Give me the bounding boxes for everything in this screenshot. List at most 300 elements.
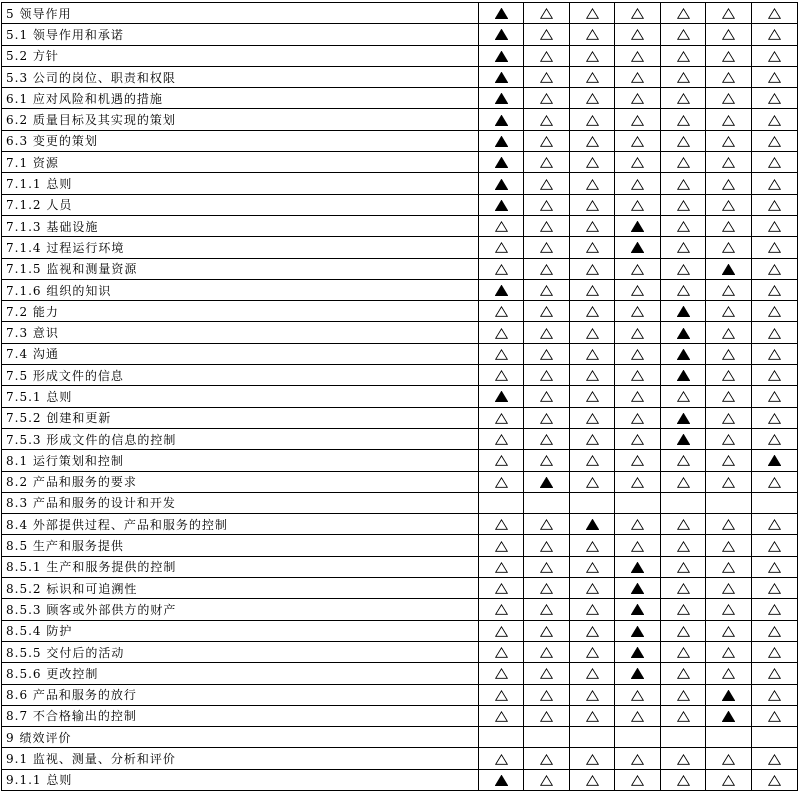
open-triangle-icon (722, 200, 735, 211)
mark-cell (752, 322, 798, 343)
mark-cell (524, 45, 570, 66)
mark-cell (752, 215, 798, 236)
open-triangle-icon (768, 115, 781, 126)
mark-cell (706, 66, 752, 87)
open-triangle-icon (768, 775, 781, 786)
filled-triangle-icon (631, 221, 644, 232)
open-triangle-icon (722, 328, 735, 339)
open-triangle-icon (495, 626, 508, 637)
open-triangle-icon (586, 604, 599, 615)
clause-cell: 8.3 产品和服务的设计和开发 (2, 492, 479, 513)
mark-cell (570, 663, 615, 684)
mark-cell (524, 599, 570, 620)
mark-cell (524, 194, 570, 215)
table-row (2, 556, 798, 577)
open-triangle-icon (586, 391, 599, 402)
mark-cell (752, 514, 798, 535)
mark-cell (570, 386, 615, 407)
table-row (2, 258, 798, 279)
filled-triangle-icon (722, 711, 735, 722)
mark-cell (706, 301, 752, 322)
mark-cell (479, 769, 524, 790)
mark-cell (661, 556, 706, 577)
open-triangle-icon (495, 583, 508, 594)
table-row (2, 130, 798, 151)
mark-cell (524, 641, 570, 662)
mark-cell (570, 343, 615, 364)
mark-cell (752, 279, 798, 300)
mark-cell (706, 748, 752, 769)
mark-cell (615, 450, 661, 471)
clause-cell: 8.2 产品和服务的要求 (2, 471, 479, 492)
mark-cell (524, 215, 570, 236)
mark-cell (706, 407, 752, 428)
open-triangle-icon (677, 51, 690, 62)
open-triangle-icon (495, 541, 508, 552)
mark-cell (479, 173, 524, 194)
open-triangle-icon (586, 51, 599, 62)
open-triangle-icon (768, 93, 781, 104)
mark-cell (706, 343, 752, 364)
open-triangle-icon (722, 51, 735, 62)
mark-cell (479, 471, 524, 492)
open-triangle-icon (677, 115, 690, 126)
clause-cell: 8.5.6 更改控制 (2, 663, 479, 684)
mark-cell (615, 620, 661, 641)
mark-cell (752, 66, 798, 87)
mark-cell (570, 641, 615, 662)
open-triangle-icon (586, 647, 599, 658)
mark-cell (615, 130, 661, 151)
mark-cell (570, 727, 615, 748)
mark-cell (524, 173, 570, 194)
open-triangle-icon (631, 72, 644, 83)
open-triangle-icon (495, 349, 508, 360)
mark-cell (706, 599, 752, 620)
open-triangle-icon (677, 647, 690, 658)
open-triangle-icon (495, 604, 508, 615)
mark-cell (661, 620, 706, 641)
filled-triangle-icon (495, 157, 508, 168)
mark-cell (615, 641, 661, 662)
open-triangle-icon (540, 583, 553, 594)
mark-cell (752, 152, 798, 173)
open-triangle-icon (586, 29, 599, 40)
open-triangle-icon (722, 455, 735, 466)
table-row (2, 173, 798, 194)
mark-cell (752, 3, 798, 24)
open-triangle-icon (631, 200, 644, 211)
mark-cell (615, 514, 661, 535)
open-triangle-icon (677, 29, 690, 40)
mark-cell (615, 407, 661, 428)
open-triangle-icon (631, 349, 644, 360)
open-triangle-icon (768, 690, 781, 701)
clause-cell: 7.3 意识 (2, 322, 479, 343)
open-triangle-icon (631, 29, 644, 40)
filled-triangle-icon (677, 306, 690, 317)
mark-cell (570, 88, 615, 109)
mark-cell (706, 365, 752, 386)
table-row (2, 215, 798, 236)
mark-cell (524, 88, 570, 109)
open-triangle-icon (586, 306, 599, 317)
open-triangle-icon (540, 264, 553, 275)
mark-cell (706, 769, 752, 790)
mark-cell (570, 599, 615, 620)
clause-cell: 8.7 不合格输出的控制 (2, 705, 479, 726)
open-triangle-icon (631, 477, 644, 488)
mark-cell (706, 684, 752, 705)
table-row (2, 109, 798, 130)
mark-cell (706, 152, 752, 173)
mark-cell (524, 748, 570, 769)
open-triangle-icon (631, 328, 644, 339)
mark-cell (661, 279, 706, 300)
table-row (2, 301, 798, 322)
mark-cell (524, 428, 570, 449)
mark-cell (661, 641, 706, 662)
open-triangle-icon (722, 306, 735, 317)
mark-cell (752, 450, 798, 471)
open-triangle-icon (495, 264, 508, 275)
open-triangle-icon (677, 264, 690, 275)
open-triangle-icon (586, 264, 599, 275)
filled-triangle-icon (495, 51, 508, 62)
mark-cell (661, 684, 706, 705)
open-triangle-icon (631, 157, 644, 168)
open-triangle-icon (722, 72, 735, 83)
clause-cell: 8.5.1 生产和服务提供的控制 (2, 556, 479, 577)
open-triangle-icon (540, 51, 553, 62)
open-triangle-icon (722, 775, 735, 786)
mark-cell (570, 322, 615, 343)
mark-cell (615, 365, 661, 386)
open-triangle-icon (768, 242, 781, 253)
table-row (2, 3, 798, 24)
mark-cell (570, 130, 615, 151)
mark-cell (615, 727, 661, 748)
open-triangle-icon (768, 711, 781, 722)
table-row (2, 641, 798, 662)
open-triangle-icon (768, 136, 781, 147)
mark-cell (706, 109, 752, 130)
mark-cell (706, 428, 752, 449)
open-triangle-icon (768, 349, 781, 360)
mark-cell (661, 173, 706, 194)
open-triangle-icon (495, 306, 508, 317)
open-triangle-icon (540, 455, 553, 466)
filled-triangle-icon (495, 29, 508, 40)
mark-cell (615, 258, 661, 279)
mark-cell (706, 237, 752, 258)
mark-cell (706, 24, 752, 45)
mark-cell (570, 769, 615, 790)
table-body (2, 3, 798, 791)
mark-cell (479, 450, 524, 471)
open-triangle-icon (722, 157, 735, 168)
mark-cell (524, 237, 570, 258)
mark-cell (524, 322, 570, 343)
mark-cell (570, 279, 615, 300)
clause-cell: 8.5 生产和服务提供 (2, 535, 479, 556)
open-triangle-icon (495, 413, 508, 424)
mark-cell (570, 471, 615, 492)
filled-triangle-icon (768, 455, 781, 466)
open-triangle-icon (677, 754, 690, 765)
open-triangle-icon (768, 583, 781, 594)
open-triangle-icon (768, 306, 781, 317)
clause-cell: 7.1.5 监视和测量资源 (2, 258, 479, 279)
open-triangle-icon (540, 711, 553, 722)
open-triangle-icon (631, 775, 644, 786)
open-triangle-icon (768, 477, 781, 488)
open-triangle-icon (677, 285, 690, 296)
mark-cell (524, 727, 570, 748)
mark-cell (615, 109, 661, 130)
open-triangle-icon (722, 93, 735, 104)
open-triangle-icon (540, 690, 553, 701)
mark-cell (661, 599, 706, 620)
open-triangle-icon (768, 8, 781, 19)
mark-cell (615, 215, 661, 236)
mark-cell (752, 471, 798, 492)
clause-cell: 5.1 领导作用和承诺 (2, 24, 479, 45)
mark-cell (752, 769, 798, 790)
open-triangle-icon (495, 668, 508, 679)
open-triangle-icon (495, 647, 508, 658)
open-triangle-icon (540, 8, 553, 19)
open-triangle-icon (586, 690, 599, 701)
filled-triangle-icon (631, 583, 644, 594)
filled-triangle-icon (631, 604, 644, 615)
mark-cell (706, 727, 752, 748)
open-triangle-icon (540, 775, 553, 786)
mark-cell (752, 301, 798, 322)
mark-cell (706, 641, 752, 662)
mark-cell (661, 365, 706, 386)
mark-cell (661, 322, 706, 343)
clause-cell: 8.4 外部提供过程、产品和服务的控制 (2, 514, 479, 535)
clause-cell: 9 绩效评价 (2, 727, 479, 748)
open-triangle-icon (677, 8, 690, 19)
mark-cell (661, 258, 706, 279)
open-triangle-icon (540, 541, 553, 552)
clause-cell: 9.1.1 总则 (2, 769, 479, 790)
open-triangle-icon (540, 115, 553, 126)
mark-cell (706, 514, 752, 535)
mark-cell (570, 514, 615, 535)
open-triangle-icon (768, 668, 781, 679)
filled-triangle-icon (677, 370, 690, 381)
open-triangle-icon (631, 8, 644, 19)
open-triangle-icon (768, 221, 781, 232)
filled-triangle-icon (495, 115, 508, 126)
table-row (2, 578, 798, 599)
clause-cell: 5 领导作用 (2, 3, 479, 24)
open-triangle-icon (631, 541, 644, 552)
mark-cell (524, 556, 570, 577)
open-triangle-icon (677, 690, 690, 701)
open-triangle-icon (722, 179, 735, 190)
table-row (2, 365, 798, 386)
open-triangle-icon (540, 179, 553, 190)
mark-cell (479, 641, 524, 662)
open-triangle-icon (495, 690, 508, 701)
open-triangle-icon (540, 391, 553, 402)
mark-cell (752, 620, 798, 641)
mark-cell (615, 279, 661, 300)
table-row (2, 152, 798, 173)
table-row (2, 705, 798, 726)
table-row (2, 24, 798, 45)
mark-cell (706, 45, 752, 66)
clause-cell: 6.1 应对风险和机遇的措施 (2, 88, 479, 109)
mark-cell (479, 258, 524, 279)
clause-cell: 7.2 能力 (2, 301, 479, 322)
open-triangle-icon (586, 242, 599, 253)
open-triangle-icon (540, 434, 553, 445)
mark-cell (661, 450, 706, 471)
mark-cell (615, 322, 661, 343)
open-triangle-icon (768, 285, 781, 296)
mark-cell (706, 705, 752, 726)
open-triangle-icon (722, 434, 735, 445)
mark-cell (479, 620, 524, 641)
open-triangle-icon (677, 626, 690, 637)
open-triangle-icon (677, 562, 690, 573)
clause-cell: 8.5.3 顾客或外部供方的财产 (2, 599, 479, 620)
mark-cell (661, 343, 706, 364)
mark-cell (661, 407, 706, 428)
mark-cell (706, 173, 752, 194)
mark-cell (524, 769, 570, 790)
mark-cell (752, 556, 798, 577)
open-triangle-icon (722, 413, 735, 424)
mark-cell (615, 343, 661, 364)
mark-cell (661, 88, 706, 109)
open-triangle-icon (768, 626, 781, 637)
mark-cell (752, 365, 798, 386)
mark-cell (615, 705, 661, 726)
open-triangle-icon (768, 328, 781, 339)
mark-cell (479, 237, 524, 258)
open-triangle-icon (586, 562, 599, 573)
open-triangle-icon (586, 328, 599, 339)
mark-cell (479, 705, 524, 726)
table-row (2, 45, 798, 66)
mark-cell (752, 130, 798, 151)
open-triangle-icon (586, 136, 599, 147)
mark-cell (570, 748, 615, 769)
mark-cell (479, 365, 524, 386)
open-triangle-icon (631, 711, 644, 722)
responsibility-matrix-table (1, 2, 798, 791)
table-row (2, 194, 798, 215)
mark-cell (752, 88, 798, 109)
table-row (2, 343, 798, 364)
open-triangle-icon (631, 370, 644, 381)
mark-cell (706, 3, 752, 24)
mark-cell (570, 705, 615, 726)
open-triangle-icon (677, 179, 690, 190)
mark-cell (661, 727, 706, 748)
open-triangle-icon (631, 391, 644, 402)
mark-cell (570, 24, 615, 45)
open-triangle-icon (631, 306, 644, 317)
mark-cell (615, 769, 661, 790)
open-triangle-icon (768, 391, 781, 402)
open-triangle-icon (586, 157, 599, 168)
mark-cell (706, 578, 752, 599)
mark-cell (479, 24, 524, 45)
mark-cell (570, 365, 615, 386)
open-triangle-icon (495, 711, 508, 722)
open-triangle-icon (768, 72, 781, 83)
open-triangle-icon (631, 285, 644, 296)
mark-cell (570, 237, 615, 258)
mark-cell (524, 152, 570, 173)
open-triangle-icon (631, 136, 644, 147)
filled-triangle-icon (631, 242, 644, 253)
mark-cell (615, 428, 661, 449)
open-triangle-icon (722, 477, 735, 488)
open-triangle-icon (722, 242, 735, 253)
mark-cell (524, 535, 570, 556)
open-triangle-icon (495, 434, 508, 445)
open-triangle-icon (722, 29, 735, 40)
open-triangle-icon (722, 668, 735, 679)
mark-cell (615, 301, 661, 322)
clause-cell: 7.1.2 人员 (2, 194, 479, 215)
mark-cell (706, 130, 752, 151)
mark-cell (479, 684, 524, 705)
filled-triangle-icon (495, 775, 508, 786)
mark-cell (706, 258, 752, 279)
mark-cell (752, 173, 798, 194)
table-row (2, 769, 798, 790)
table-row (2, 471, 798, 492)
open-triangle-icon (631, 51, 644, 62)
mark-cell (479, 514, 524, 535)
clause-cell: 7.1.6 组织的知识 (2, 279, 479, 300)
mark-cell (479, 279, 524, 300)
open-triangle-icon (677, 72, 690, 83)
open-triangle-icon (586, 179, 599, 190)
open-triangle-icon (677, 477, 690, 488)
open-triangle-icon (586, 8, 599, 19)
open-triangle-icon (768, 157, 781, 168)
mark-cell (570, 556, 615, 577)
open-triangle-icon (677, 136, 690, 147)
mark-cell (661, 215, 706, 236)
mark-cell (524, 365, 570, 386)
filled-triangle-icon (495, 179, 508, 190)
mark-cell (615, 152, 661, 173)
mark-cell (570, 428, 615, 449)
mark-cell (479, 343, 524, 364)
mark-cell (752, 109, 798, 130)
open-triangle-icon (768, 541, 781, 552)
mark-cell (706, 215, 752, 236)
mark-cell (479, 663, 524, 684)
filled-triangle-icon (631, 647, 644, 658)
open-triangle-icon (495, 477, 508, 488)
mark-cell (706, 88, 752, 109)
mark-cell (706, 492, 752, 513)
mark-cell (706, 535, 752, 556)
mark-cell (706, 663, 752, 684)
